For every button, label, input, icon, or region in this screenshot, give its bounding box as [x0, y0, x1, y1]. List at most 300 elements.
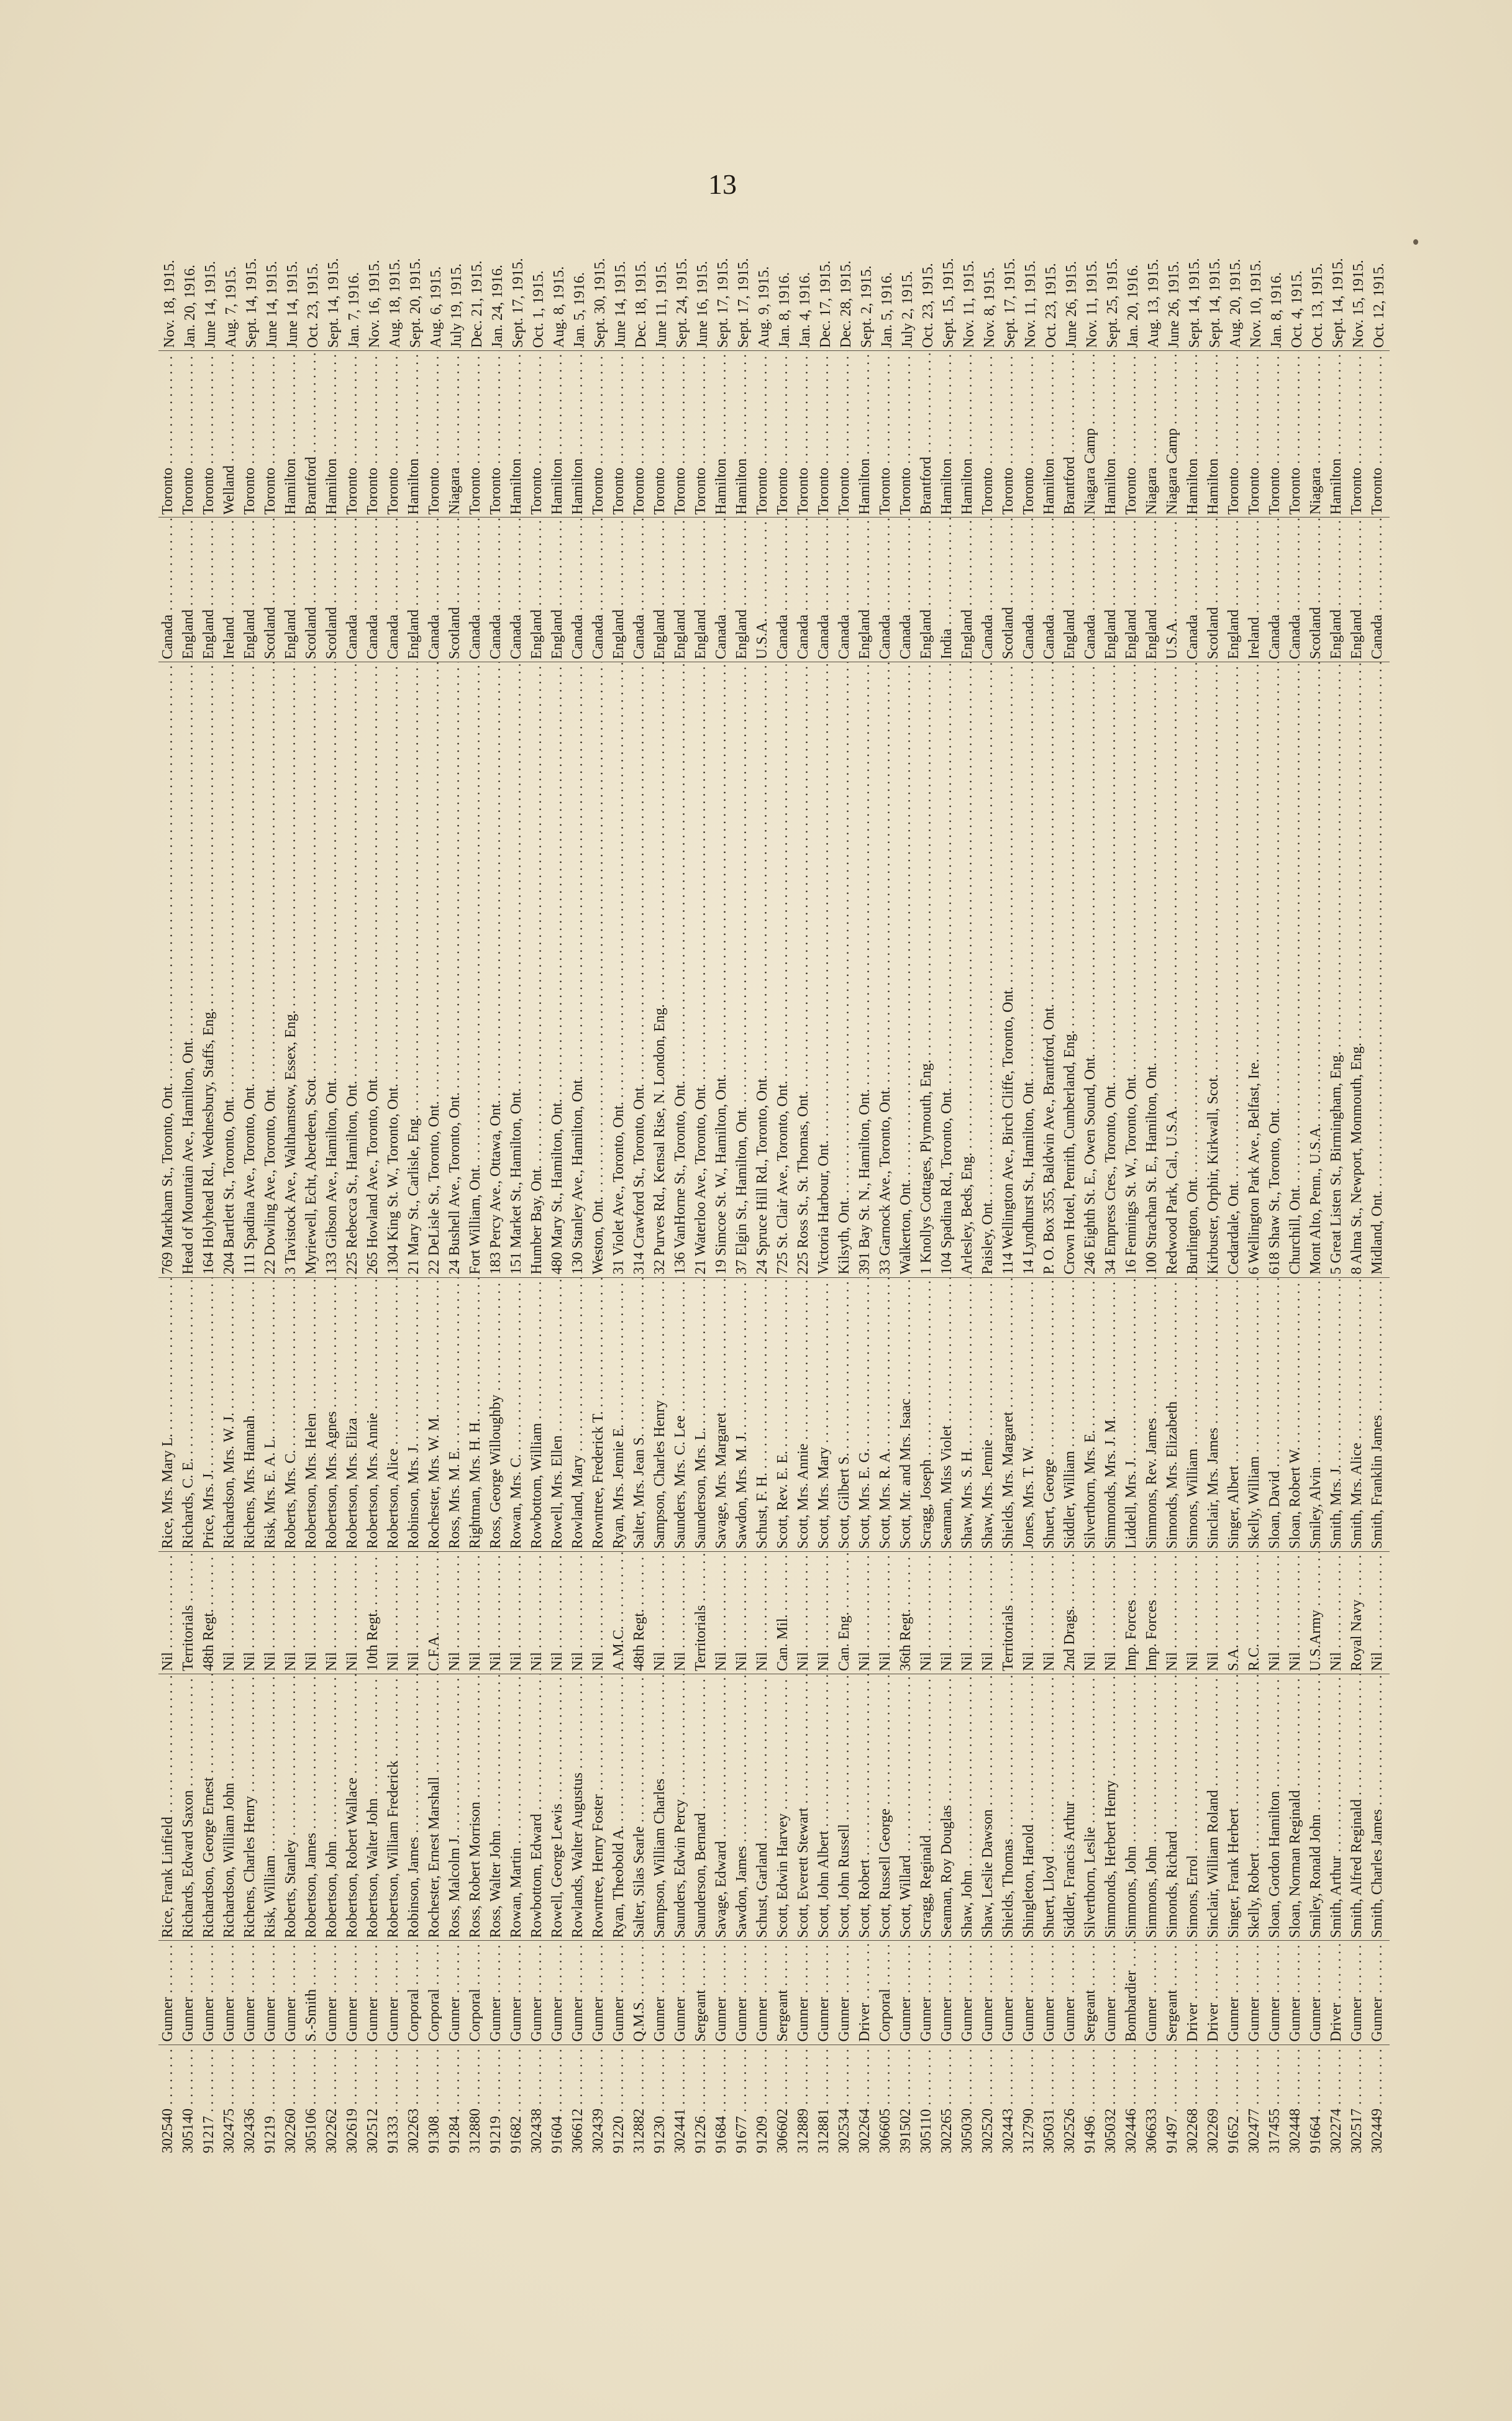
country-cell	[1287, 517, 1308, 662]
number-cell	[1041, 2045, 1062, 2156]
rank-cell	[611, 1941, 631, 2045]
next_of_kin-text: Richards, C. E. . . .	[180, 1278, 197, 1549]
enlisted_at-cell	[406, 351, 426, 517]
country-text: England . . .	[611, 517, 627, 659]
next_of_kin-cell	[488, 1277, 508, 1552]
name-cell	[180, 1674, 201, 1941]
enlisted_at-cell	[1164, 351, 1185, 517]
address-text: 164 Holyhead Rd., Wednesbury, Staffs, Eng. . . .	[201, 662, 217, 1274]
number-text: 305106 . . .	[303, 2045, 320, 2153]
country-cell	[303, 517, 324, 662]
country-cell	[1082, 517, 1103, 662]
unit-text: R.C. . . .	[1246, 1552, 1263, 1671]
name-cell	[1308, 1674, 1328, 1941]
date-cell	[713, 180, 734, 351]
rank-cell	[652, 1941, 672, 2045]
next_of_kin-cell	[754, 1277, 775, 1552]
unit-text: 48th Regt. . . .	[201, 1552, 217, 1671]
enlisted_at-text: Toronto . . .	[262, 351, 279, 514]
date-text: Sept. 14, 1915.	[1186, 258, 1203, 348]
name-text: Siddler, Francis Arthur . . .	[1062, 1674, 1078, 1938]
country-cell	[1369, 517, 1390, 662]
number-cell	[1000, 2045, 1021, 2156]
number-text: 391502 . . .	[898, 2045, 914, 2153]
unit-text: Nil . . .	[877, 1552, 894, 1671]
number-cell	[221, 2045, 242, 2156]
address-cell	[857, 662, 877, 1277]
country-cell	[898, 517, 918, 662]
unit-cell	[1123, 1552, 1144, 1674]
unit-text: Territorials . . .	[1000, 1552, 1017, 1671]
name-cell	[1349, 1674, 1369, 1941]
next_of_kin-cell	[816, 1277, 836, 1552]
number-text: 302438 . . .	[529, 2045, 545, 2153]
name-cell	[1021, 1674, 1041, 1941]
enlisted_at-text: Toronto . . .	[1246, 351, 1263, 514]
name-cell	[1205, 1674, 1226, 1941]
name-text: Seaman, Roy Douglas . . .	[939, 1674, 955, 1938]
number-cell	[1287, 2045, 1308, 2156]
date-text: Aug. 8, 1915.	[551, 266, 568, 348]
address-text: 183 Percy Ave., Ottawa, Ont. . . .	[488, 662, 504, 1274]
country-cell	[467, 517, 488, 662]
country-cell	[1349, 517, 1369, 662]
table-row	[201, 180, 221, 2156]
next_of_kin-text: Schust, F. H. . . .	[754, 1278, 771, 1549]
next_of_kin-cell	[1185, 1277, 1205, 1552]
unit-cell	[344, 1552, 365, 1674]
country-cell	[508, 517, 529, 662]
enlisted_at-text: Brantford . . .	[1062, 351, 1078, 514]
rank-text: Gunner . . .	[242, 1941, 258, 2041]
number-cell	[1205, 2045, 1226, 2156]
rank-cell	[426, 1941, 447, 2045]
number-text: 302446 . . .	[1123, 2045, 1140, 2153]
address-cell	[365, 662, 385, 1277]
number-cell	[324, 2045, 344, 2156]
country-cell	[693, 517, 713, 662]
unit-cell	[713, 1552, 734, 1674]
table-row	[857, 180, 877, 2156]
enlisted_at-text: Toronto . . .	[385, 351, 402, 514]
number-cell	[877, 2045, 898, 2156]
date-cell	[324, 180, 344, 351]
table-row	[1123, 180, 1144, 2156]
next_of_kin-text: Shaw, Mrs. Jennie . . .	[980, 1278, 996, 1549]
date-cell	[631, 180, 652, 351]
unit-cell	[570, 1552, 590, 1674]
number-cell	[447, 2045, 467, 2156]
address-text: 265 Howland Ave., Toronto, Ont. . . .	[365, 662, 381, 1274]
country-text: U.S.A. . . .	[1164, 517, 1181, 659]
enlisted_at-text: Brantford . . .	[303, 351, 320, 514]
number-text: 306633 . . .	[1144, 2045, 1160, 2153]
table-row	[1328, 180, 1349, 2156]
rank-cell	[672, 1941, 693, 2045]
name-cell	[775, 1674, 795, 1941]
date-text: Jan. 5, 1916.	[879, 272, 896, 348]
rank-cell	[590, 1941, 611, 2045]
rank-text: Gunner . . .	[1041, 1941, 1058, 2041]
number-cell	[262, 2045, 283, 2156]
next_of_kin-cell	[1082, 1277, 1103, 1552]
next_of_kin-text: Simmons, Rev. James . . .	[1144, 1278, 1160, 1549]
number-text: 91497 . . .	[1164, 2045, 1181, 2153]
rank-text: Gunner . . .	[324, 1941, 340, 2041]
name-cell	[1144, 1674, 1164, 1941]
name-text: Scragg, Reginald . . .	[918, 1674, 935, 1938]
enlisted_at-text: Hamilton . . .	[959, 351, 976, 514]
next_of_kin-text: Scott, Mrs. E. G. . . .	[857, 1278, 873, 1549]
name-text: Shingleton, Harold . . .	[1021, 1674, 1037, 1938]
date-text: Dec. 18, 1915.	[633, 260, 650, 348]
name-text: Rowlands, Walter Augustus . . .	[570, 1674, 586, 1938]
name-cell	[836, 1674, 857, 1941]
number-text: 305140 . . .	[180, 2045, 197, 2153]
next_of_kin-cell	[713, 1277, 734, 1552]
next_of_kin-cell	[918, 1277, 939, 1552]
enlisted_at-text: Toronto . . .	[652, 351, 668, 514]
number-text: 91496 . . .	[1082, 2045, 1099, 2153]
name-cell	[1103, 1674, 1123, 1941]
name-text: Simons, Errol . . .	[1185, 1674, 1201, 1938]
number-cell	[1246, 2045, 1267, 2156]
address-text: 22 DeLisle St., Toronto, Ont. . . .	[426, 662, 443, 1274]
next_of_kin-cell	[898, 1277, 918, 1552]
country-cell	[262, 517, 283, 662]
date-cell	[344, 180, 365, 351]
country-text: U.S.A. . . .	[754, 517, 771, 659]
date-cell	[980, 180, 1000, 351]
address-text: 769 Markham St., Toronto, Ont. . . .	[160, 662, 176, 1274]
country-text: England . . .	[1062, 517, 1078, 659]
name-text: Richardson, William John . . .	[221, 1674, 238, 1938]
unit-cell	[918, 1552, 939, 1674]
unit-cell	[1246, 1552, 1267, 1674]
rank-cell	[385, 1941, 406, 2045]
table-row	[611, 180, 631, 2156]
ink-spot	[1413, 239, 1418, 245]
date-cell	[385, 180, 406, 351]
number-cell	[1369, 2045, 1390, 2156]
unit-cell	[283, 1552, 303, 1674]
address-text: Myriewell, Echt, Aberdeen, Scot. . . .	[303, 662, 320, 1274]
enlisted_at-cell	[611, 351, 631, 517]
number-cell	[1021, 2045, 1041, 2156]
name-text: Skelly, Robert . . .	[1246, 1674, 1263, 1938]
country-text: Canada . . .	[1267, 517, 1283, 659]
enlisted_at-text: Toronto . . .	[488, 351, 504, 514]
next_of_kin-text: Richens, Mrs. Hannah . . .	[242, 1278, 258, 1549]
address-cell	[1287, 662, 1308, 1277]
address-cell	[303, 662, 324, 1277]
rank-text: Gunner . . .	[1226, 1941, 1242, 2041]
unit-cell	[488, 1552, 508, 1674]
enlisted_at-text: Niagara . . .	[1144, 351, 1160, 514]
unit-cell	[857, 1552, 877, 1674]
next_of_kin-cell	[406, 1277, 426, 1552]
number-cell	[488, 2045, 508, 2156]
unit-cell	[775, 1552, 795, 1674]
country-text: Canada . . .	[1185, 517, 1201, 659]
next_of_kin-text: Simmonds, Mrs. J. M. . . .	[1103, 1278, 1119, 1549]
next_of_kin-text: Ross, Mrs. M. E. . . .	[447, 1278, 463, 1549]
date-text: Aug. 9, 1915.	[756, 266, 773, 348]
rotated-roster	[158, 180, 1388, 2156]
date-text: Nov. 11, 1915.	[1084, 260, 1101, 348]
enlisted_at-text: Toronto . . .	[365, 351, 381, 514]
address-cell	[426, 662, 447, 1277]
rank-cell	[693, 1941, 713, 2045]
next_of_kin-text: Ross, George Willoughby . . .	[488, 1278, 504, 1549]
unit-text: 10th Regt. . . .	[365, 1552, 381, 1671]
date-cell	[795, 180, 816, 351]
address-cell	[324, 662, 344, 1277]
table-row	[775, 180, 795, 2156]
name-cell	[262, 1674, 283, 1941]
address-cell	[795, 662, 816, 1277]
country-text: Canada . . .	[631, 517, 648, 659]
rank-cell	[1267, 1941, 1287, 2045]
number-cell	[980, 2045, 1000, 2156]
address-cell	[1226, 662, 1246, 1277]
date-cell	[1287, 180, 1308, 351]
date-cell	[1226, 180, 1246, 351]
name-cell	[467, 1674, 488, 1941]
address-cell	[344, 662, 365, 1277]
enlisted_at-text: Toronto . . .	[1226, 351, 1242, 514]
enlisted_at-text: Hamilton . . .	[406, 351, 422, 514]
address-text: Head of Mountain Ave., Hamilton, Ont. . . .	[180, 662, 197, 1274]
rank-text: Corporal . . .	[467, 1941, 484, 2041]
address-cell	[1123, 662, 1144, 1277]
name-text: Sinclair, William Roland . . .	[1205, 1674, 1222, 1938]
next_of_kin-cell	[385, 1277, 406, 1552]
unit-cell	[1308, 1552, 1328, 1674]
number-cell	[406, 2045, 426, 2156]
next_of_kin-cell	[1287, 1277, 1308, 1552]
country-cell	[201, 517, 221, 662]
address-text: Churchill, Ont. . . .	[1287, 662, 1304, 1274]
date-cell	[488, 180, 508, 351]
country-text: England . . .	[959, 517, 976, 659]
date-text: Dec. 17, 1915.	[817, 260, 834, 348]
next_of_kin-text: Rice, Mrs. Mary L. . . .	[160, 1278, 176, 1549]
name-text: Robertson, Walter John . . .	[365, 1674, 381, 1938]
address-cell	[1144, 662, 1164, 1277]
number-text: 306602 . . .	[775, 2045, 791, 2153]
address-text: 19 Simcoe St. W., Hamilton, Ont. . . .	[713, 662, 730, 1274]
next_of_kin-text: Sawdon, Mrs. M. J. . . .	[734, 1278, 750, 1549]
address-cell	[570, 662, 590, 1277]
unit-cell	[898, 1552, 918, 1674]
unit-text: Nil . . .	[221, 1552, 238, 1671]
rank-text: Gunner . . .	[1062, 1941, 1078, 2041]
name-text: Shields, Thomas . . .	[1000, 1674, 1017, 1938]
country-text: England . . .	[529, 517, 545, 659]
unit-cell	[1164, 1552, 1185, 1674]
name-text: Ryan, Theobold A. . . .	[611, 1674, 627, 1938]
date-cell	[508, 180, 529, 351]
rank-cell	[1000, 1941, 1021, 2045]
unit-text: A.M.C. . . .	[611, 1552, 627, 1671]
enlisted_at-cell	[570, 351, 590, 517]
next_of_kin-text: Liddell, Mrs. J. . . .	[1123, 1278, 1140, 1549]
table-row	[795, 180, 816, 2156]
date-cell	[467, 180, 488, 351]
date-text: Jan. 4, 1916.	[797, 272, 814, 348]
rank-text: Gunner . . .	[918, 1941, 935, 2041]
name-cell	[488, 1674, 508, 1941]
table-row	[508, 180, 529, 2156]
enlisted_at-text: Toronto . . .	[1123, 351, 1140, 514]
name-text: Robertson, John . . .	[324, 1674, 340, 1938]
address-text: 136 VanHorne St., Toronto, Ont. . . .	[672, 662, 689, 1274]
next_of_kin-text: Rowan, Mrs. C. . . .	[508, 1278, 525, 1549]
country-cell	[221, 517, 242, 662]
address-text: Kilsyth, Ont. . . .	[836, 662, 853, 1274]
date-cell	[1082, 180, 1103, 351]
number-cell	[242, 2045, 262, 2156]
rank-cell	[303, 1941, 324, 2045]
address-cell	[262, 662, 283, 1277]
rank-cell	[877, 1941, 898, 2045]
address-text: Redwood Park, Cal., U.S.A. . . .	[1164, 662, 1181, 1274]
rank-cell	[529, 1941, 549, 2045]
next_of_kin-text: Rowntree, Frederick T. . . .	[590, 1278, 607, 1549]
rank-text: Corporal . . .	[426, 1941, 443, 2041]
date-text: Oct. 23, 1915.	[920, 263, 937, 348]
unit-cell	[980, 1552, 1000, 1674]
date-text: Aug. 6, 1915.	[428, 266, 445, 348]
address-text: Crown Hotel, Penrith, Cumberland, Eng. . . .	[1062, 662, 1078, 1274]
name-cell	[652, 1674, 672, 1941]
table-row	[1082, 180, 1103, 2156]
date-cell	[898, 180, 918, 351]
next_of_kin-text: Smith, Mrs. Alice . . .	[1349, 1278, 1365, 1549]
unit-text: Can. Mil. . . .	[775, 1552, 791, 1671]
rank-text: Sergeant . . .	[1164, 1941, 1181, 2041]
unit-cell	[262, 1552, 283, 1674]
enlisted_at-cell	[1062, 351, 1082, 517]
address-cell	[672, 662, 693, 1277]
enlisted_at-cell	[508, 351, 529, 517]
rank-text: Gunner . . .	[180, 1941, 197, 2041]
address-cell	[180, 662, 201, 1277]
table-row	[283, 180, 303, 2156]
rank-text: Gunner . . .	[385, 1941, 402, 2041]
enlisted_at-cell	[857, 351, 877, 517]
address-cell	[467, 662, 488, 1277]
country-text: England . . .	[672, 517, 689, 659]
unit-cell	[631, 1552, 652, 1674]
next_of_kin-cell	[426, 1277, 447, 1552]
unit-text: 2nd Drags. . . .	[1062, 1552, 1078, 1671]
table-row	[1000, 180, 1021, 2156]
enlisted_at-text: Toronto . . .	[1349, 351, 1365, 514]
enlisted_at-cell	[672, 351, 693, 517]
address-text: 111 Spadina Ave., Toronto, Ont. . . .	[242, 662, 258, 1274]
name-cell	[365, 1674, 385, 1941]
name-text: Shuert, Lloyd . . .	[1041, 1674, 1058, 1938]
number-text: 302441 . . .	[672, 2045, 689, 2153]
enlisted_at-cell	[426, 351, 447, 517]
number-text: 91682 . . .	[508, 2045, 525, 2153]
date-text: Jan. 24, 1916.	[490, 265, 506, 348]
date-cell	[816, 180, 836, 351]
enlisted_at-cell	[754, 351, 775, 517]
country-text: England . . .	[1349, 517, 1365, 659]
rank-cell	[1103, 1941, 1123, 2045]
enlisted_at-text: Niagara Camp . . .	[1164, 351, 1181, 514]
table-row	[672, 180, 693, 2156]
name-text: Rowbottom, Edward . . .	[529, 1674, 545, 1938]
next_of_kin-text: Robertson, Mrs. Eliza . . .	[344, 1278, 361, 1549]
unit-cell	[1021, 1552, 1041, 1674]
enlisted_at-text: Welland . . .	[221, 351, 238, 514]
number-cell	[1062, 2045, 1082, 2156]
number-text: 91677 . . .	[734, 2045, 750, 2153]
table-row	[918, 180, 939, 2156]
next_of_kin-cell	[775, 1277, 795, 1552]
date-cell	[426, 180, 447, 351]
country-cell	[857, 517, 877, 662]
date-text: Jan. 20, 1916.	[182, 265, 199, 348]
next_of_kin-cell	[590, 1277, 611, 1552]
next_of_kin-cell	[180, 1277, 201, 1552]
unit-cell	[242, 1552, 262, 1674]
rank-cell	[1349, 1941, 1369, 2045]
unit-text: Imp. Forces . . .	[1144, 1552, 1160, 1671]
country-text: England . . .	[406, 517, 422, 659]
unit-cell	[1328, 1552, 1349, 1674]
table-row	[754, 180, 775, 2156]
rank-text: Sergeant . . .	[1082, 1941, 1099, 2041]
date-cell	[1164, 180, 1185, 351]
next_of_kin-cell	[467, 1277, 488, 1552]
country-cell	[283, 517, 303, 662]
country-cell	[795, 517, 816, 662]
rank-text: Gunner . . .	[898, 1941, 914, 2041]
country-text: Canada . . .	[467, 517, 484, 659]
number-cell	[672, 2045, 693, 2156]
address-text: Midland, Ont. . . .	[1369, 662, 1386, 1274]
next_of_kin-text: Scott, Mrs. Mary . . .	[816, 1278, 832, 1549]
country-cell	[242, 517, 262, 662]
number-text: 91652 . . .	[1226, 2045, 1242, 2153]
enlisted_at-cell	[1287, 351, 1308, 517]
country-text: Canada . . .	[775, 517, 791, 659]
table-row	[1287, 180, 1308, 2156]
unit-text: Nil . . .	[549, 1552, 566, 1671]
number-text: 312882 . . .	[631, 2045, 648, 2153]
country-cell	[1226, 517, 1246, 662]
number-cell	[303, 2045, 324, 2156]
rank-text: Corporal . . .	[406, 1941, 422, 2041]
enlisted_at-cell	[816, 351, 836, 517]
next_of_kin-text: Scott, Mr. and Mrs. Isaac . . .	[898, 1278, 914, 1549]
unit-text: Nil . . .	[570, 1552, 586, 1671]
name-text: Shaw, Leslie Dawson . . .	[980, 1674, 996, 1938]
country-cell	[631, 517, 652, 662]
country-text: England . . .	[734, 517, 750, 659]
next_of_kin-text: Robertson, Mrs. Agnes . . .	[324, 1278, 340, 1549]
date-cell	[1205, 180, 1226, 351]
next_of_kin-cell	[324, 1277, 344, 1552]
enlisted_at-cell	[447, 351, 467, 517]
enlisted_at-text: Toronto . . .	[795, 351, 812, 514]
name-cell	[980, 1674, 1000, 1941]
